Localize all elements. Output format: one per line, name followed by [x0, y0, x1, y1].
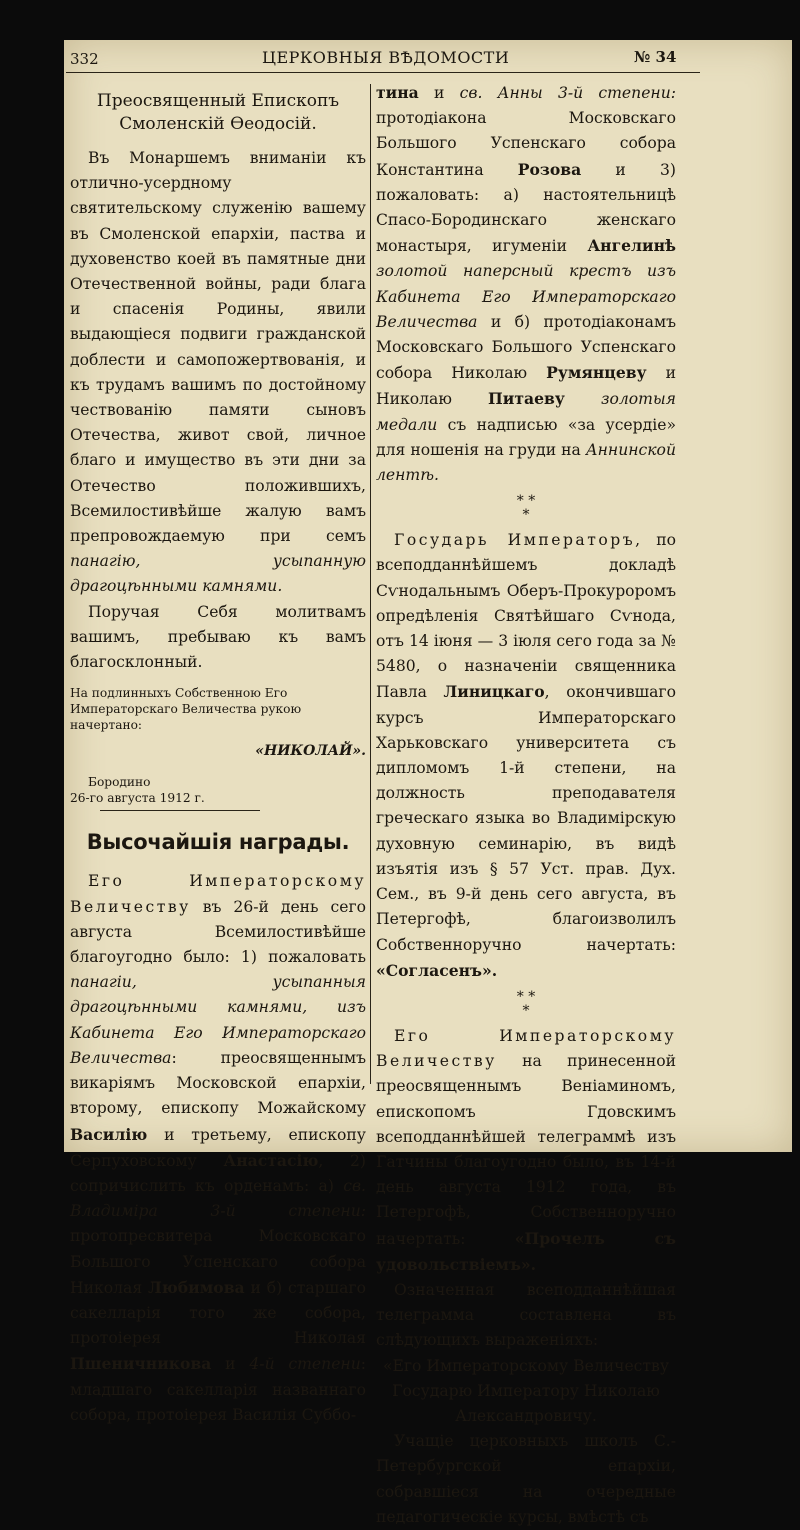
- telegram-address: «Его Императорскому Величеству Государю Императору Николаю Александровичу.: [382, 1356, 670, 1425]
- awards-continued: тина и св. Анны 3-й степени: протодіакона Московскаго Большого Успенскаго собора Константина Розова и 3) пожаловать: а) настоятельницѣ Спасо-Бородинскаго женскаго монастыря, игуменіи Ангелинѣ золотой наперсный крестъ изъ Кабинета Его Императорскаго Величества и б) протодіаконамъ Московскаго Большого Успенскаго собора Николаю Румянцеву и Николаю Питаеву золотыя медали съ надписью «за усердіе» для ношенія на груди на Аннинской лентѣ.: [376, 83, 677, 485]
- rescript-paragraph: Въ Монаршемъ вниманіи къ отлично-усердному святительскому служенію вашему въ Смоленской епархіи, паства и духовенство коей въ памятные дни Отечественной войны, ради блага и спасенія Родины, явили выдающіеся подвиги гражданской доблести и самопожертвованія, и къ трудамъ вашимъ по достойному чествованію памяти сыновъ Отечества, живот свой, личное благо и имущество въ эти дни за Отечество положившихъ, Всемилостивѣйше жалую вамъ препровождаемую при семъ панагію, усыпанную драгоцѣнными камнями.: [70, 149, 366, 596]
- awards-paragraph: Его Императорскому Величеству въ 26-й день сего августа Всемилостивѣйше благоугодно было: 1) пожаловать панагіи, усыпанныя драгоцѣнными камнями, изъ Кабинета Его Императорскаго Величества: преосвященнымъ викаріямъ Московской епархіи, второму, епископу Можайскому Василію и третьему, епископу Серпуховскому Анастасію, 2) сопричислить къ орденамъ: а) св. Владиміра 3-й степени: протопресвитера Московскаго Большого Успенскаго собора Николая Любимова и б) старшаго сакелларія того же собора, протоіерея Николая Пшеничникова и 4-й степени: младшаго сакелларія названнаго собора, протоіерея Василія Суббо-: [70, 872, 366, 1424]
- running-title: ЦЕРКОВНЫЯ ВѢДОМОСТИ: [262, 48, 510, 67]
- decree-paragraph: Государь Императоръ, по всеподданнѣйшемъ докладѣ Сѵнодальнымъ Оберъ-Прокуроромъ опредѣленія Святѣйшаго Сѵнода, отъ 14 іюня — 3 іюля сего года за № 5480, о назначеніи священника Павла Линицкаго, окончившаго курсъ Императорскаго Харьковскаго университета съ дипломомъ 1-й степени, на должность преподавателя греческаго языка во Владимірскую духовную семинарію, въ видѣ изъятія изъ § 57 Уст. прав. Дух. Сем., въ 9-й день сего августа, въ Петергофѣ, благоизволилъ Собственноручно начертать: «Согласенъ».: [376, 531, 676, 980]
- issue-number: № 34: [634, 48, 677, 66]
- rescript-note: На подлинныхъ Собственною Его Императорскаго Величества рукою начертано:: [70, 686, 302, 733]
- section-title: Высочайшія награды.: [86, 830, 350, 855]
- page-number: 332: [70, 50, 99, 68]
- right-column: [376, 80, 676, 1530]
- rescript-closing: Поручая Себя молитвамъ вашимъ, пребываю къ вамъ благосклонный.: [70, 602, 366, 672]
- telegram-text: Учащіе церковныхъ школъ С.-Петербургской епархіи, собравшіеся на очередные педагогическіе курсы, вмѣстѣ съ: [376, 1432, 676, 1526]
- telegram-paragraph: Его Императорскому Величеству на принесенной преосвященнымъ Веніаминомъ, епископомъ Гдовскимъ всеподданнѣйшей телеграммѣ изъ Гатчины благоугодно было, въ 14-й день августа 1912 года, въ Петергофѣ, Собственноручно начертать: «Прочелъ съ удовольствіемъ».: [376, 1026, 677, 1274]
- separator-rule: [100, 810, 260, 811]
- asterism-divider: * * *: [516, 493, 536, 524]
- header-rule: [66, 72, 700, 73]
- column-divider: [370, 84, 371, 1084]
- asterism-divider: * * *: [516, 988, 536, 1019]
- telegram-intro: Означенная всеподданнѣйшая телеграмма составлена въ слѣдующихъ выраженіяхъ:: [376, 1280, 676, 1350]
- rescript-heading: Преосвященный Епископъ Смоленскій Ѳеодосій.: [96, 91, 340, 134]
- date: 26-го августа 1912 г.: [70, 791, 205, 806]
- left-column: [70, 86, 366, 1428]
- signature: «НИКОЛАЙ».: [255, 743, 366, 760]
- place: Бородино: [88, 775, 151, 790]
